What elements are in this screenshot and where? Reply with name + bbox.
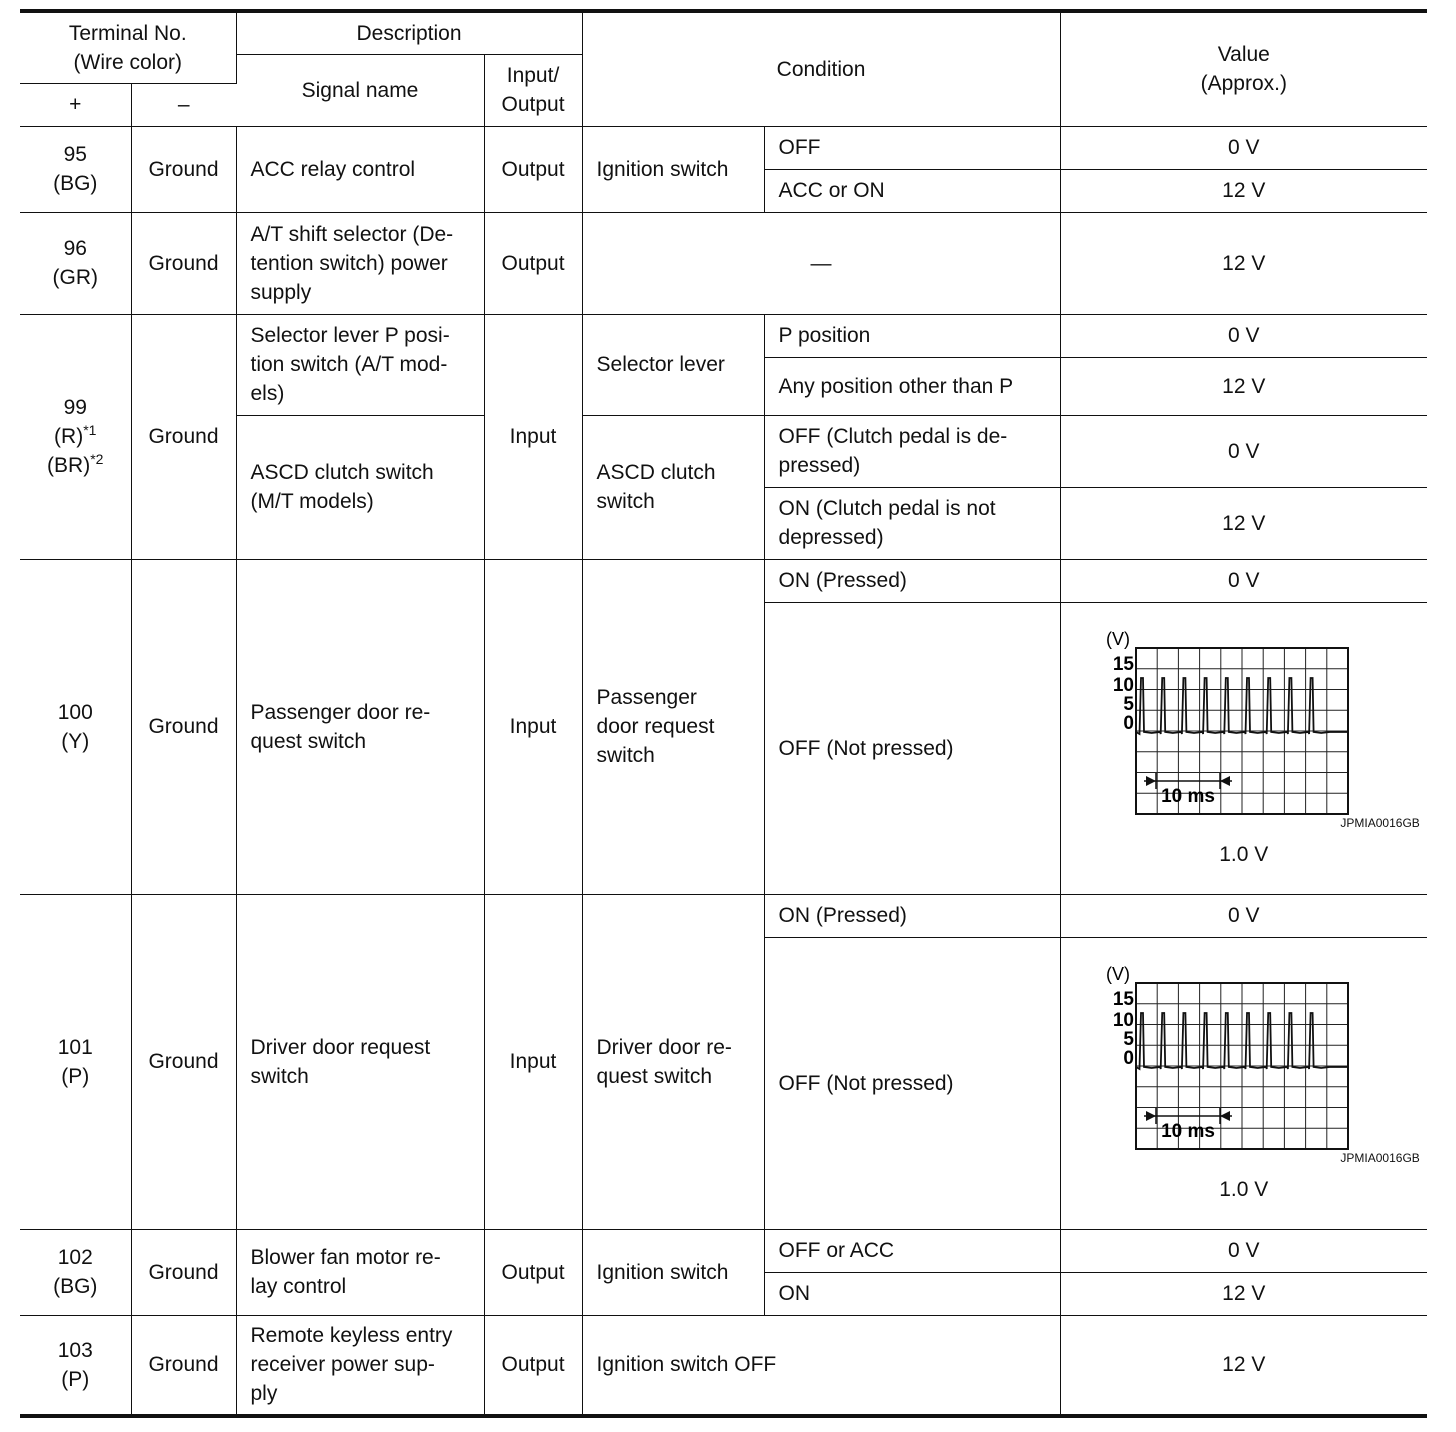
- ground-99: Ground: [131, 314, 236, 559]
- terminal-no-header: Terminal No. (Wire color): [20, 11, 236, 83]
- state-95-on: ACC or ON: [764, 169, 1060, 212]
- ground-102: Ground: [131, 1229, 236, 1315]
- io-102: Output: [484, 1229, 582, 1315]
- value-100-off: [1060, 602, 1427, 894]
- signal-101: Driver door request switch: [236, 894, 484, 1229]
- value-header: Value (Approx.): [1060, 11, 1427, 126]
- signal-102: Blower fan motor re- lay control: [236, 1229, 484, 1315]
- state-99-clutch-on: ON (Clutch pedal is not depressed): [764, 487, 1060, 559]
- io-95: Output: [484, 126, 582, 212]
- ground-103: Ground: [131, 1315, 236, 1416]
- value-99-clutch-on: 12 V: [1060, 487, 1427, 559]
- ground-96: Ground: [131, 212, 236, 314]
- y-tick-label: 0: [1123, 1047, 1134, 1069]
- state-100-off: OFF (Not pressed): [764, 602, 1060, 894]
- time-scale-label: 10 ms: [1160, 785, 1215, 807]
- io-100: Input: [484, 559, 582, 894]
- ground-100: Ground: [131, 559, 236, 894]
- state-99-p: P position: [764, 314, 1060, 357]
- state-100-on: ON (Pressed): [764, 559, 1060, 602]
- arrow-head-right: [1146, 1111, 1156, 1121]
- terminal-100: 100 (Y): [20, 559, 131, 894]
- state-102-off: OFF or ACC: [764, 1229, 1060, 1272]
- value-102-on: 12 V: [1060, 1272, 1427, 1315]
- value-100-on: 0 V: [1060, 559, 1427, 602]
- io-99: Input: [484, 314, 582, 559]
- condition-100: Passenger door request switch: [582, 559, 764, 894]
- value-99-p: 0 V: [1060, 314, 1427, 357]
- arrow-head-left: [1220, 1111, 1230, 1121]
- axis-unit-label: (V): [1105, 963, 1130, 984]
- plus-header: +: [20, 83, 131, 126]
- y-tick-label: 15: [1112, 653, 1134, 675]
- y-tick-label: 5: [1123, 1028, 1134, 1050]
- axis-unit-label: (V): [1105, 628, 1130, 649]
- signal-100: Passenger door re- quest switch: [236, 559, 484, 894]
- waveform-code-100: JPMIA0016GB: [1340, 815, 1420, 830]
- value-96: 12 V: [1060, 212, 1427, 314]
- io-96: Output: [484, 212, 582, 314]
- waveform-101: [1096, 963, 1420, 1171]
- io-103: Output: [484, 1315, 582, 1416]
- condition-header: Condition: [582, 11, 1060, 126]
- time-scale-label: 10 ms: [1160, 1120, 1215, 1142]
- y-tick-label: 0: [1123, 712, 1134, 734]
- signal-95: ACC relay control: [236, 126, 484, 212]
- signal-99-b: ASCD clutch switch (M/T models): [236, 415, 484, 559]
- value-99-clutch-off: 0 V: [1060, 415, 1427, 487]
- value-95-on: 12 V: [1060, 169, 1427, 212]
- condition-101: Driver door re- quest switch: [582, 894, 764, 1229]
- state-99-clutch-off: OFF (Clutch pedal is de- pressed): [764, 415, 1060, 487]
- condition-96: —: [582, 212, 1060, 314]
- state-99-other: Any position other than P: [764, 357, 1060, 415]
- oscilloscope-waveform-100: [1096, 628, 1392, 828]
- state-101-on: ON (Pressed): [764, 894, 1060, 937]
- condition-99-b: ASCD clutch switch: [582, 415, 764, 559]
- minus-header: –: [131, 83, 236, 126]
- terminal-95: 95 (BG): [20, 126, 131, 212]
- io-101: Input: [484, 894, 582, 1229]
- signal-99-a: Selector lever P posi- tion switch (A/T mod- els): [236, 314, 484, 415]
- value-99-other: 12 V: [1060, 357, 1427, 415]
- y-tick-label: 10: [1112, 674, 1134, 696]
- state-95-off: OFF: [764, 126, 1060, 169]
- y-tick-label: 5: [1123, 693, 1134, 715]
- value-95-off: 0 V: [1060, 126, 1427, 169]
- y-tick-label: 15: [1112, 988, 1134, 1010]
- value-101-off: [1060, 937, 1427, 1229]
- terminal-103: 103 (P): [20, 1315, 131, 1416]
- waveform-value-100: 1.0 V: [1219, 842, 1269, 866]
- waveform-code-101: JPMIA0016GB: [1340, 1150, 1420, 1165]
- state-102-on: ON: [764, 1272, 1060, 1315]
- io-header: Input/ Output: [484, 54, 582, 126]
- waveform-value-101: 1.0 V: [1219, 1177, 1269, 1201]
- signal-103: Remote keyless entry receiver power sup- ply: [236, 1315, 484, 1416]
- terminal-96: 96 (GR): [20, 212, 131, 314]
- arrow-head-right: [1146, 776, 1156, 786]
- value-102-off: 0 V: [1060, 1229, 1427, 1272]
- oscilloscope-waveform-101: [1096, 963, 1392, 1163]
- ground-101: Ground: [131, 894, 236, 1229]
- ground-95: Ground: [131, 126, 236, 212]
- condition-103: Ignition switch OFF: [582, 1315, 1060, 1416]
- state-101-off: OFF (Not pressed): [764, 937, 1060, 1229]
- value-101-on: 0 V: [1060, 894, 1427, 937]
- terminal-101: 101 (P): [20, 894, 131, 1229]
- waveform-100: [1096, 628, 1420, 836]
- condition-102: Ignition switch: [582, 1229, 764, 1315]
- condition-99-a: Selector lever: [582, 314, 764, 415]
- signal-name-header: Signal name: [236, 54, 484, 126]
- terminal-spec-table: [20, 9, 1427, 1418]
- y-tick-label: 10: [1112, 1009, 1134, 1031]
- terminal-102: 102 (BG): [20, 1229, 131, 1315]
- description-header: Description: [236, 11, 582, 54]
- condition-95: Ignition switch: [582, 126, 764, 212]
- value-103: 12 V: [1060, 1315, 1427, 1416]
- terminal-99: 99 $(R)^{*1}$ (BR)$^{*2}$: [20, 314, 131, 559]
- arrow-head-left: [1220, 776, 1230, 786]
- signal-96: A/T shift selector (De- tention switch) power supply: [236, 212, 484, 314]
